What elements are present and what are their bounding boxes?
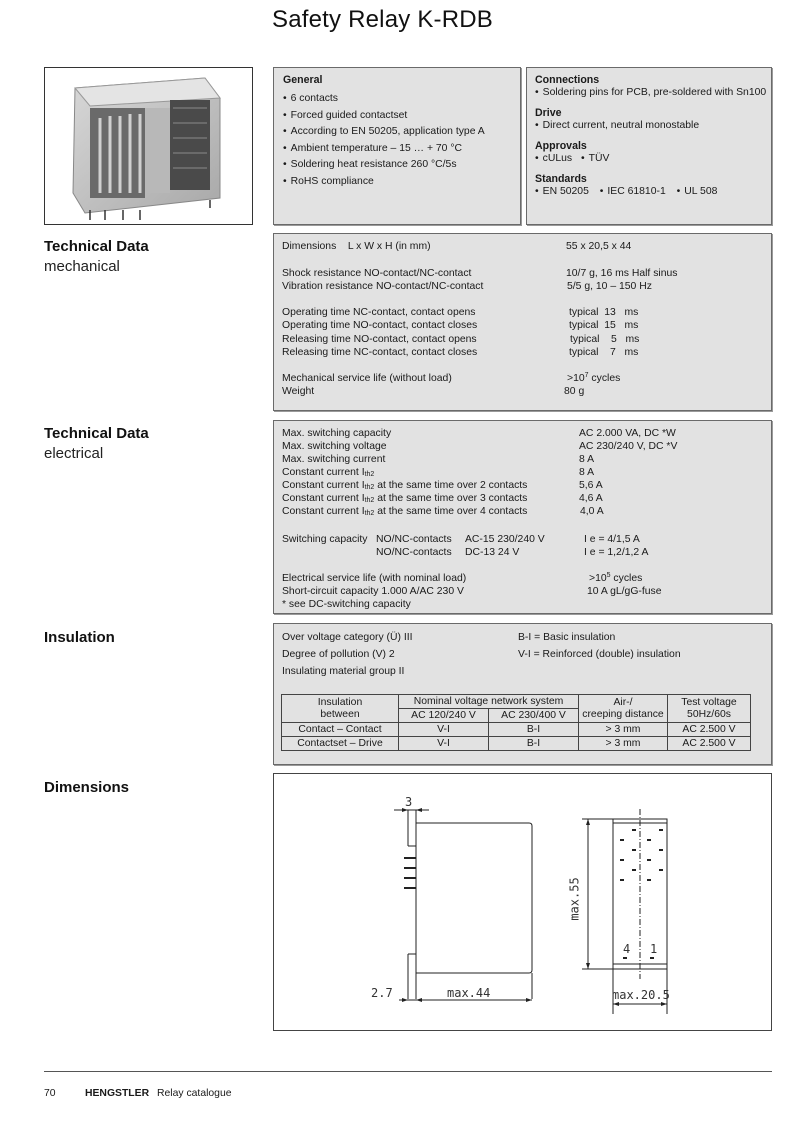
connections-heading: Connections bbox=[535, 74, 600, 86]
th-nominal: Nominal voltage network system bbox=[399, 695, 579, 709]
mech-value-op-no: typical 15 ms bbox=[569, 320, 639, 331]
electrical-subheading: electrical bbox=[44, 445, 104, 462]
cell-between: Contactset – Drive bbox=[282, 737, 399, 751]
switching-category-2: DC-13 24 V bbox=[465, 547, 520, 558]
mech-value-service-life: $>10^7$ cycles bbox=[567, 372, 621, 384]
general-heading: General bbox=[283, 74, 323, 86]
mech-value-rel-nc: typical 7 ms bbox=[569, 347, 639, 358]
elec-value-short-circuit: 10 A gL/gG-fuse bbox=[587, 586, 662, 597]
relay-photo-icon bbox=[45, 68, 252, 224]
mech-label-service-life: Mechanical service life (without load) bbox=[282, 373, 452, 384]
elec-footnote: * see DC-switching capacity bbox=[282, 599, 411, 610]
switching-category-1: AC-15 230/240 V bbox=[465, 534, 545, 545]
standard-en50205: • EN 50205 bbox=[535, 186, 589, 197]
elec-value-const-current: 8 A bbox=[579, 467, 595, 478]
switching-label: Switching capacity bbox=[282, 534, 368, 545]
elec-label-const-current-4: Constant current $I_{th2}$ at the same time over 4 contacts bbox=[282, 506, 528, 517]
dimensions-drawing-box bbox=[273, 773, 772, 1031]
elec-label-max-capacity: Max. switching capacity bbox=[282, 428, 392, 439]
insulation-overvoltage: Over voltage category (Ü) III bbox=[282, 632, 413, 643]
general-item: • Ambient temperature – 15 … + 70 °C bbox=[283, 141, 511, 158]
general-item: • 6 contacts bbox=[283, 91, 511, 108]
page-title: Safety Relay K-RDB bbox=[272, 6, 494, 33]
elec-label-const-current-2: Constant current $I_{th2}$ at the same time over 2 contacts bbox=[282, 480, 528, 491]
standards-heading: Standards bbox=[535, 173, 587, 185]
mech-value-rel-no: typical 5 ms bbox=[570, 334, 640, 345]
product-photo bbox=[44, 67, 253, 225]
elec-label-max-voltage: Max. switching voltage bbox=[282, 441, 387, 452]
cell-between: Contact – Contact bbox=[282, 723, 399, 737]
insulation-pollution: Degree of pollution (V) 2 bbox=[282, 649, 395, 660]
mech-label-op-nc: Operating time NC-contact, contact opens bbox=[282, 307, 476, 318]
switching-value-1: I e = 4/1,5 A bbox=[584, 534, 640, 545]
approval-culus: • cULus bbox=[535, 153, 572, 164]
standard-ul508: • UL 508 bbox=[677, 186, 718, 197]
elec-label-short-circuit: Short-circuit capacity 1.000 A/AC 230 V bbox=[282, 586, 464, 597]
approvals-heading: Approvals bbox=[535, 140, 587, 152]
side-view-drawing bbox=[274, 774, 771, 1030]
mech-value-weight: 80 g bbox=[564, 386, 585, 397]
dim-height-max55: max.55 bbox=[567, 877, 582, 921]
dim-width-max20-5: max.20.5 bbox=[612, 988, 670, 1002]
dimensions-heading: Dimensions bbox=[44, 779, 130, 796]
general-panel bbox=[273, 67, 521, 225]
th-ac230: AC 230/400 V bbox=[489, 709, 579, 723]
cell-ac230: B-I bbox=[489, 723, 579, 737]
insulation-material-group: Insulating material group II bbox=[282, 666, 405, 677]
mech-label-dimensions: Dimensions L x W x H (in mm) bbox=[282, 241, 431, 252]
mech-label-shock: Shock resistance NO-contact/NC-contact bbox=[282, 268, 472, 279]
switching-contacts-2: NO/NC-contacts bbox=[376, 547, 452, 558]
dim-top-3: 3 bbox=[405, 795, 413, 809]
switching-value-2: I e = 1,2/1,2 A bbox=[584, 547, 649, 558]
mech-value-dimensions: 55 x 20,5 x 44 bbox=[566, 241, 632, 252]
elec-label-const-current: Constant current $I_{th2}$ bbox=[282, 467, 375, 478]
footer-page-number: 70 bbox=[44, 1088, 56, 1099]
th-air: Air-/ creeping distance bbox=[579, 695, 668, 723]
th-ac120: AC 120/240 V bbox=[399, 709, 489, 723]
drive-heading: Drive bbox=[535, 107, 562, 119]
elec-label-const-current-3: Constant current $I_{th2}$ at the same time over 3 contacts bbox=[282, 493, 528, 504]
cell-air: > 3 mm bbox=[579, 723, 668, 737]
electrical-heading: Technical Data bbox=[44, 425, 149, 442]
mechanical-heading: Technical Data bbox=[44, 238, 149, 255]
cell-test: AC 2.500 V bbox=[668, 723, 751, 737]
pin-label-1: 1 bbox=[650, 942, 658, 956]
dim-bottom-max44: max.44 bbox=[447, 986, 491, 1000]
th-test: Test voltage 50Hz/60s bbox=[668, 695, 751, 723]
elec-value-const-current-4: 4,0 A bbox=[580, 506, 604, 517]
footer-divider bbox=[44, 1071, 772, 1072]
cell-ac120: V-I bbox=[399, 737, 489, 751]
general-item: • Soldering heat resistance 260 °C/5s bbox=[283, 157, 511, 174]
table-row bbox=[282, 723, 751, 737]
table-row bbox=[282, 737, 751, 751]
mech-label-vibration: Vibration resistance NO-contact/NC-contact bbox=[282, 281, 484, 292]
elec-value-max-current: 8 A bbox=[579, 454, 595, 465]
general-item: • RoHS compliance bbox=[283, 174, 511, 191]
cell-test: AC 2.500 V bbox=[668, 737, 751, 751]
elec-value-service-life: $>10^5$ cycles bbox=[589, 572, 643, 584]
cell-ac230: B-I bbox=[489, 737, 579, 751]
general-item: • According to EN 50205, application type A bbox=[283, 124, 511, 141]
general-item: • Forced guided contactset bbox=[283, 108, 511, 125]
insulation-reinforced-legend: V-I = Reinforced (double) insulation bbox=[518, 649, 681, 660]
mech-label-rel-no: Releasing time NO-contact, contact opens bbox=[282, 334, 477, 345]
elec-label-max-current: Max. switching current bbox=[282, 454, 386, 465]
elec-value-const-current-2: 5,6 A bbox=[579, 480, 603, 491]
switching-contacts-1: NO/NC-contacts bbox=[376, 534, 452, 545]
insulation-table bbox=[281, 694, 751, 751]
elec-value-const-current-3: 4,6 A bbox=[579, 493, 603, 504]
electrical-panel bbox=[273, 420, 772, 614]
mech-value-shock: 10/7 g, 16 ms Half sinus bbox=[566, 268, 678, 279]
connections-item: • Soldering pins for PCB, pre-soldered with Sn100 bbox=[535, 87, 763, 100]
mech-value-vibration: 5/5 g, 10 – 150 Hz bbox=[567, 281, 652, 292]
elec-label-service-life: Electrical service life (with nominal load) bbox=[282, 573, 467, 584]
cell-air: > 3 mm bbox=[579, 737, 668, 751]
approval-tuv: • TÜV bbox=[581, 153, 609, 164]
mechanical-subheading: mechanical bbox=[44, 258, 120, 275]
footer-brand: HENGSTLER bbox=[85, 1088, 150, 1099]
footer-catalogue: Relay catalogue bbox=[157, 1088, 232, 1099]
th-between: Insulation between bbox=[282, 695, 399, 723]
cell-ac120: V-I bbox=[399, 723, 489, 737]
mech-value-op-nc: typical 13 ms bbox=[569, 307, 639, 318]
standard-iec61810: • IEC 61810-1 bbox=[600, 186, 666, 197]
connections-panel bbox=[526, 67, 772, 225]
mech-label-weight: Weight bbox=[282, 386, 315, 397]
mech-label-op-no: Operating time NO-contact, contact closes bbox=[282, 320, 478, 331]
mech-label-rel-nc: Releasing time NC-contact, contact closes bbox=[282, 347, 478, 358]
elec-value-max-voltage: AC 230/240 V, DC *V bbox=[579, 441, 678, 452]
dim-left-2-7: 2.7 bbox=[371, 986, 393, 1000]
drive-item: • Direct current, neutral monostable bbox=[535, 120, 763, 133]
mechanical-panel bbox=[273, 233, 772, 411]
insulation-basic-legend: B-I = Basic insulation bbox=[518, 632, 616, 643]
insulation-heading: Insulation bbox=[44, 629, 115, 646]
elec-value-max-capacity: AC 2.000 VA, DC *W bbox=[579, 428, 676, 439]
pin-label-4: 4 bbox=[623, 942, 631, 956]
